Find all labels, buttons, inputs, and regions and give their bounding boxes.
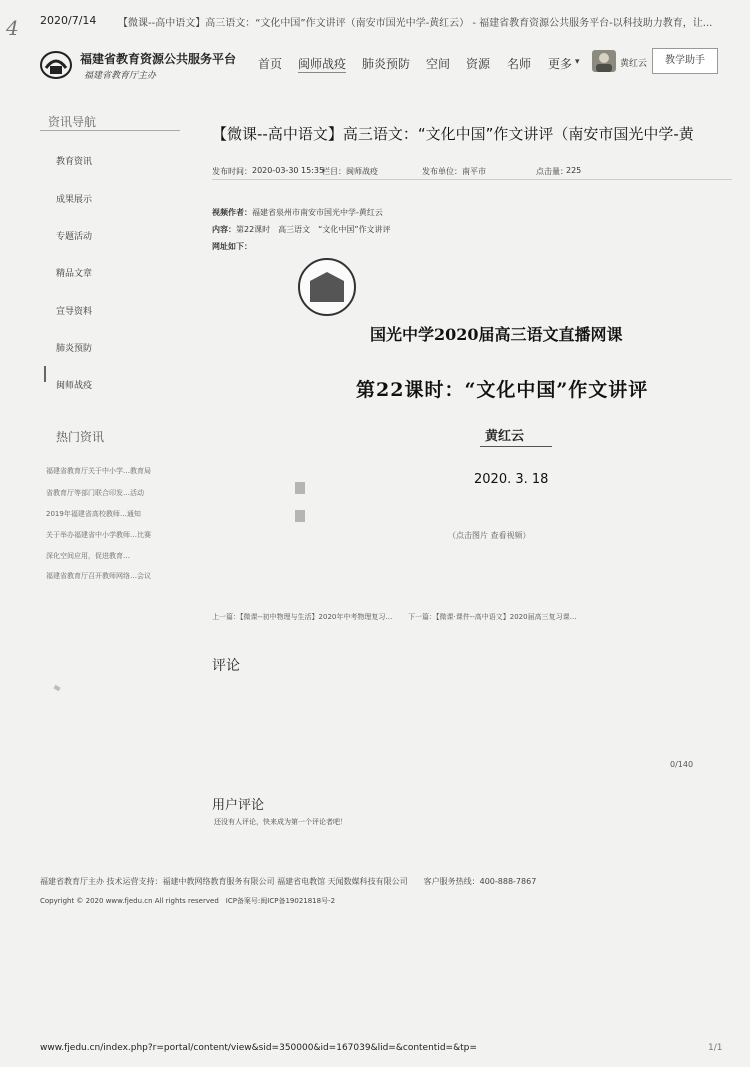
comments-heading: 评论 [212,658,240,674]
nav-teachers[interactable]: 名师 [507,57,532,71]
print-url: www.fjedu.cn/index.php?r=portal/content/view&sid=350000&id=167039&lid=&contentid=&tp= [40,1043,477,1053]
site-logo[interactable] [40,48,240,84]
teaching-assistant-button[interactable]: 教学助手 [652,48,718,74]
user-avatar-icon [592,50,616,72]
content-text: 第22课时 高三语文 “文化中国”作文讲评 [236,225,391,234]
nav-space[interactable]: 空间 [426,57,451,71]
slide-author[interactable]: 黄红云 [485,429,525,444]
comment-char-count: 0/140 [670,760,694,769]
scan-smudge [53,685,60,691]
hot-news-title: 热门资讯 [56,430,105,444]
nav-pneumonia-prevention[interactable]: 肺炎预防 [362,57,411,71]
handwritten-mark: 4 [6,16,19,40]
user-comments-heading: 用户评论 [212,798,265,813]
school-seal-icon[interactable] [298,258,356,316]
views-count: 225 [566,166,582,175]
footer-copyright: Copyright © 2020 www.fjedu.cn All rights reserved ICP备案号:闽ICP备19021818号-2 [40,897,336,905]
publish-time-label: 发布时间： [212,167,252,176]
user-name[interactable]: 黄红云 [620,59,648,69]
publish-unit-label: 发布单位： [422,167,462,176]
nav-resources[interactable]: 资源 [466,57,491,71]
logo-emblem-icon [40,50,72,80]
column-label: 栏目： [322,167,346,176]
slide-date[interactable]: 2020. 3. 18 [474,472,549,487]
hot-news-item[interactable]: 福建省教育厅关于中小学…教育局 [46,467,151,475]
print-date: 2020/7/14 [40,14,97,27]
print-page-title: 【微课--高中语文】高三语文：“文化中国”作文讲评（南安市国光中学-黄红云） - 福建省教育资源公共服务平台-以科技助力教育，让... [118,18,713,29]
author-underline [480,446,552,447]
sidebar-active-marker [44,366,46,382]
content-label: 内容： [212,225,236,234]
hot-news-item[interactable]: 福建省教育厅召开教师网络…会议 [46,572,151,580]
video-author-label: 视频作者： [212,208,252,217]
views-label: 点击量： [536,167,568,176]
scan-mark [295,510,305,522]
sidebar-item-fight-epidemic[interactable]: 闽师战疫 [56,381,93,391]
publish-time: 2020-03-30 15:35 [252,166,325,175]
nav-home[interactable]: 首页 [258,57,283,71]
chevron-down-icon[interactable]: ▾ [575,57,580,67]
sidebar-item-special-events[interactable]: 专题活动 [56,232,93,242]
video-author: 福建省泉州市南安市国光中学-黄红云 [252,208,383,217]
site-name: 福建省教育资源公共服务平台 [80,52,237,66]
slide-school-title[interactable]: 国光中学2020届高三语文直播网课 [370,325,623,344]
user-avatar[interactable] [592,50,616,72]
sidebar-item-pneumonia-prevention[interactable]: 肺炎预防 [56,344,93,354]
view-video-link[interactable]: （点击图片 查看视频） [448,531,531,540]
scan-mark [295,482,305,494]
sidebar-item-featured-articles[interactable]: 精品文章 [56,269,93,279]
hot-news-item[interactable]: 关于举办福建省中小学教师…比赛 [46,531,151,539]
slide-lesson-title[interactable]: 第22课时：“文化中国”作文讲评 [356,379,649,401]
hot-news-item[interactable]: 2019年福建省高校教师…通知 [46,510,141,518]
footer-support: 福建省教育厅主办 技术运营支持：福建中教网络教育服务有限公司 福建省电教馆 天闻数媒科技有限公司 客户服务热线：400-888-7867 [40,877,537,886]
sidebar-item-promo-materials[interactable]: 宣导资料 [56,307,93,317]
url-label: 网址如下： [212,242,252,251]
sidebar-item-education-news[interactable]: 教育资讯 [56,157,93,167]
nav-fight-epidemic[interactable]: 闽师战疫 [298,57,347,71]
sidebar-item-achievements[interactable]: 成果展示 [56,195,93,205]
next-article-link[interactable]: 下一篇：【微课·课件--高中语文】2020届高三复习课… [408,613,577,621]
nav-more[interactable]: 更多 [548,57,573,71]
hot-news-item[interactable]: 省教育厅等部门联合印发…活动 [46,489,144,497]
publish-unit: 南平市 [462,167,486,176]
no-comments-note: 还没有人评论，快来成为第一个评论者吧！ [214,818,347,826]
print-page-number: 1/1 [708,1043,723,1053]
site-subtitle: 福建省教育厅主办 [84,71,157,81]
hot-news-item[interactable]: 深化空间应用，促进教育… [46,552,130,560]
sidebar-title: 资讯导航 [48,115,97,129]
prev-article-link[interactable]: 上一篇：【微课--初中物理与生活】2020年中考物理复习… [212,613,393,621]
sidebar-divider [40,130,180,131]
meta-divider [212,179,732,180]
column-link[interactable]: 闽师战疫 [346,167,378,176]
article-title: 【微课--高中语文】高三语文：“文化中国”作文讲评（南安市国光中学-黄 [212,125,694,143]
